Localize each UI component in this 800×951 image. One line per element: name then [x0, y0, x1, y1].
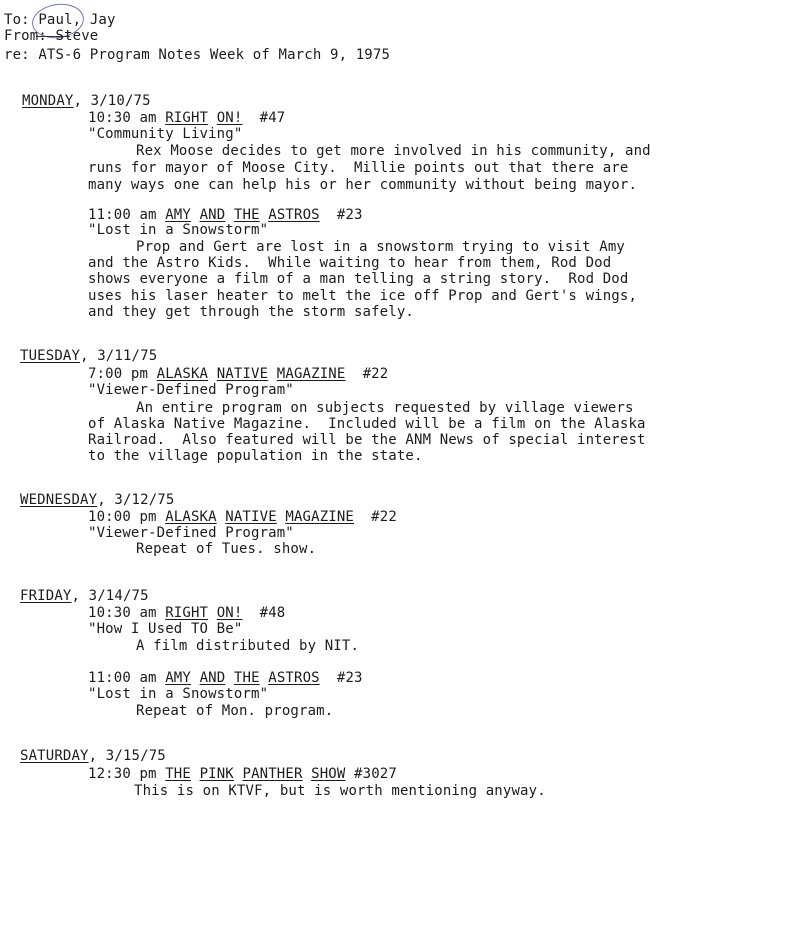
- from-label: From:: [4, 28, 56, 44]
- description-line: uses his laser heater to melt the ice off Prop and Gert's wings,: [88, 288, 638, 304]
- episode-title: "Viewer-Defined Program": [88, 525, 294, 541]
- program-line: 10:30 am RIGHT ON! #48: [88, 605, 286, 621]
- day-heading-monday: MONDAY, 3/10/75: [22, 93, 151, 109]
- program-line: 10:00 pm ALASKA NATIVE MAGAZINE #22: [88, 509, 397, 525]
- description-line: Repeat of Mon. program.: [136, 703, 334, 719]
- description-line: and the Astro Kids. While waiting to hear from them, Rod Dod: [88, 255, 612, 271]
- to-label: To:: [4, 12, 39, 28]
- episode-title: "Lost in a Snowstorm": [88, 222, 269, 238]
- to-name-rest: , Jay: [72, 12, 116, 28]
- to-line: [4, 12, 116, 28]
- description-line: shows everyone a film of a man telling a string story. Rod Dod: [88, 271, 629, 287]
- episode-title: "Lost in a Snowstorm": [88, 686, 269, 702]
- program-line: 11:00 am AMY AND THE ASTROS #23: [88, 207, 363, 223]
- description-line: runs for mayor of Moose City. Millie points out that there are: [88, 160, 629, 176]
- description-line: to the village population in the state.: [88, 448, 423, 464]
- description-line: This is on KTVF, but is worth mentioning anyway.: [134, 783, 546, 799]
- program-line: 12:30 pm THE PINK PANTHER SHOW #3027: [88, 766, 397, 782]
- description-line: Repeat of Tues. show.: [136, 541, 317, 557]
- description-line: Rex Moose decides to get more involved in his community, and: [136, 143, 651, 159]
- description-line: and they get through the storm safely.: [88, 304, 414, 320]
- day-heading-friday: FRIDAY, 3/14/75: [20, 588, 149, 604]
- description-line: Prop and Gert are lost in a snowstorm trying to visit Amy: [136, 239, 625, 255]
- description-line: of Alaska Native Magazine. Included will be a film on the Alaska: [88, 416, 646, 432]
- to-name-circled: Paul: [38, 12, 73, 28]
- program-line: 10:30 am RIGHT ON! #47: [88, 110, 286, 126]
- description-line: Railroad. Also featured will be the ANM News of special interest: [88, 432, 646, 448]
- description-line: A film distributed by NIT.: [136, 638, 360, 654]
- from-name: Steve: [55, 28, 99, 44]
- from-line: [4, 28, 98, 44]
- day-heading-tuesday: TUESDAY, 3/11/75: [20, 348, 158, 364]
- episode-title: "How I Used TO Be": [88, 621, 243, 637]
- day-heading-wednesday: WEDNESDAY, 3/12/75: [20, 492, 175, 508]
- episode-title: "Viewer-Defined Program": [88, 382, 294, 398]
- re-line: re: ATS-6 Program Notes Week of March 9, 1975: [4, 47, 391, 63]
- description-line: many ways one can help his or her community without being mayor.: [88, 177, 638, 193]
- program-line: 7:00 pm ALASKA NATIVE MAGAZINE #22: [88, 366, 389, 382]
- day-heading-saturday: SATURDAY, 3/15/75: [20, 748, 166, 764]
- description-line: An entire program on subjects requested by village viewers: [136, 400, 634, 416]
- episode-title: "Community Living": [88, 126, 243, 142]
- program-line: 11:00 am AMY AND THE ASTROS #23: [88, 670, 363, 686]
